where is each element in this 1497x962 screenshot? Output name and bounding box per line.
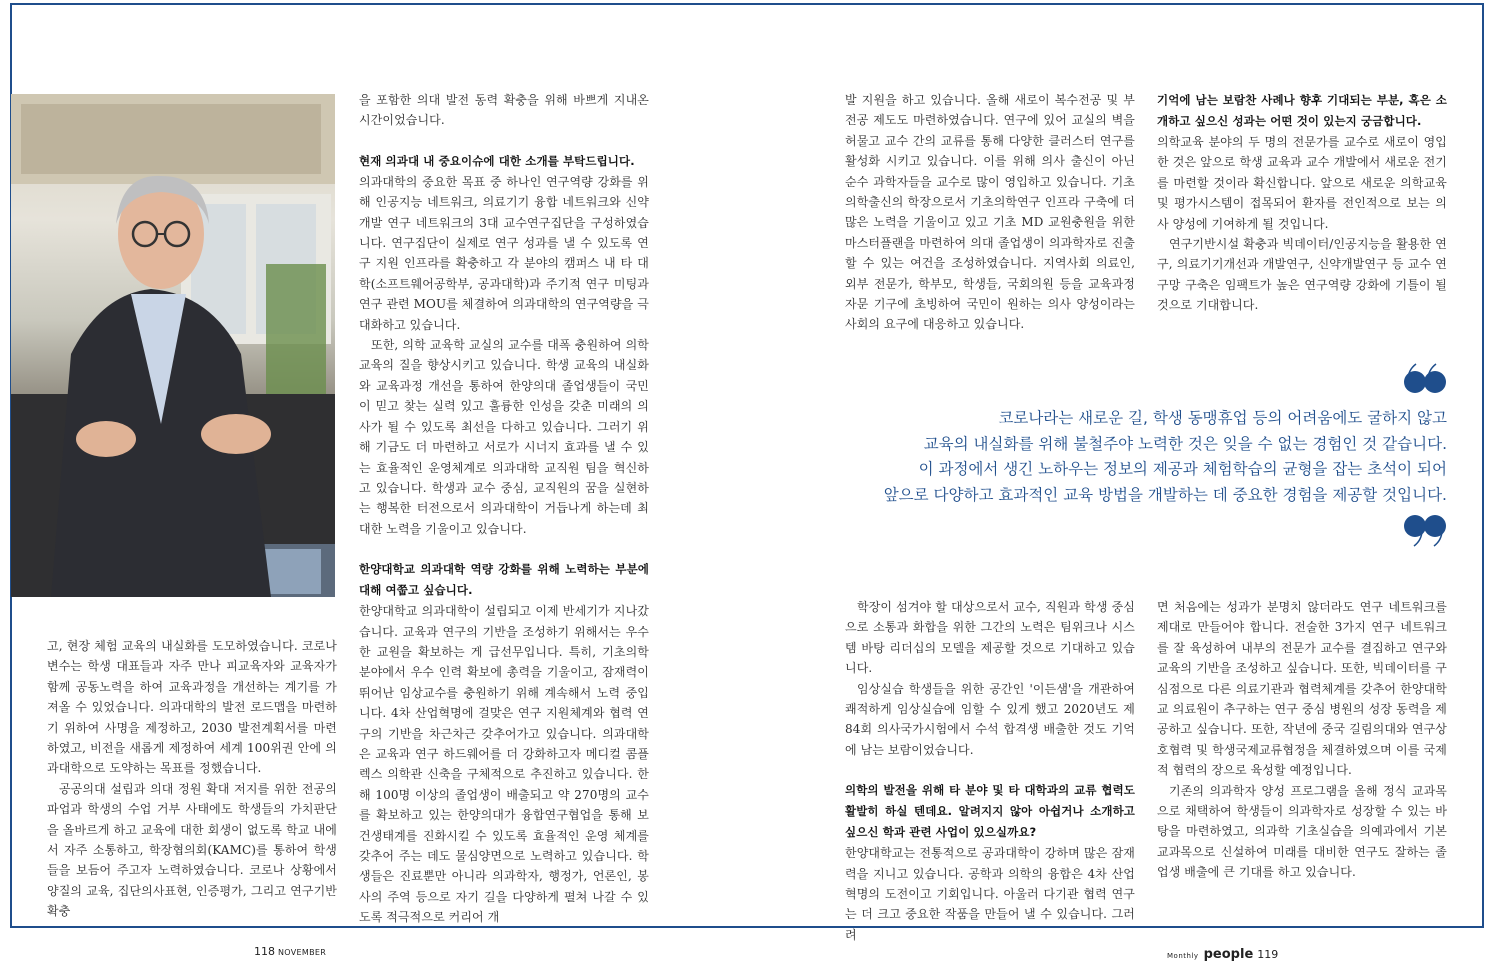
- pull-quote-line: 앞으로 다양하고 효과적인 교육 방법을 개발하는 데 중요한 경험을 제공할 것입니다.: [883, 485, 1447, 504]
- pull-quote-line: 이 과정에서 생긴 노하우는 정보의 제공과 체험학습의 균형을 잡는 초석이 되어: [918, 460, 1447, 478]
- page-number-right: 119: [1257, 948, 1279, 961]
- body-paragraph: 공공의대 설립과 의대 정원 확대 저지를 위한 전공의 파업과 학생의 수업 거부 사태에도 학생들의 가치판단을 올바르게 하고 교육에 대한 회생이 없도록 학교 내에서 자주 소통하고, 학장협의회(KAMC)를 통하여 학생들을 보듬어 주고자 노력하였습니다. 코로나 상황에서 양질의 교육, 집단의사표현, 인증평가, 그리고 연구기반확충: [47, 781, 337, 919]
- footer-left: [254, 945, 326, 958]
- footer-brand: people: [1203, 947, 1254, 962]
- paragraph-gap: [359, 539, 649, 559]
- body-paragraph: 한양대학교는 전통적으로 공과대학이 강하며 많은 잠재력을 지니고 있습니다. 공학과 의학의 융합은 4차 산업혁명의 도전이고 기회입니다. 아울러 다기관 협력 연구는 더 크고 중요한 작품을 만들어 낼 수 있습니다. 그러려: [845, 846, 1135, 942]
- column-3-bottom: [845, 597, 1135, 942]
- body-paragraph: 학장이 섬겨야 할 대상으로서 교수, 직원과 학생 중심으로 소통과 화합을 위한 그간의 노력은 팀위크나 시스템 바탕 리더십의 모델을 제공할 것으로 기대하고 있습니다.: [845, 600, 1135, 676]
- paragraph-gap: [845, 760, 1135, 780]
- interview-question: 의학의 발전을 위해 타 분야 및 타 대학과의 교류 협력도 활발히 하실 텐데요. 알려지지 않아 아쉽거나 소개하고 싶으신 학과 관련 사업이 있으실까요?: [845, 783, 1135, 840]
- interview-question: 한양대학교 의과대학 역량 강화를 위해 노력하는 부분에 대해 여쭙고 싶습니다.: [359, 562, 649, 598]
- footer-month: NOVEMBER: [278, 948, 327, 957]
- column-4-bottom: [1157, 597, 1447, 907]
- close-quote-icon: [1402, 514, 1448, 550]
- body-paragraph: 을 포함한 의대 발전 동력 확충을 위해 바쁘게 지내온 시간이었습니다.: [359, 93, 649, 128]
- body-paragraph: 고, 현장 체험 교육의 내실화를 도모하였습니다. 코로나 변수는 학생 대표들과 자주 만나 피교육자와 교육자가 함께 공동노력을 하여 교육과정을 개선하는 계기를 가져올 수 있었습니다. 의과대학의 발전 로드맵을 마련하기 위하여 사명을 제정하고, 2030 발전계획서를 마련하였고, 비전을 새롭게 제정하여 세계 100위권 안에 의과대학으로 도약하는 목표를 정했습니다.: [47, 639, 337, 776]
- body-paragraph: 의과대학의 중요한 목표 중 하나인 연구역량 강화를 위해 인공지능 네트워크, 의료기기 융합 네트워크와 신약 개발 연구 네트워크의 3대 교수연구집단을 구성하였습니다. 연구집단이 실제로 연구 성과를 낼 수 있도록 연구 지원 인프라를 확충하고 각 분야의 캠퍼스 내 타 대학(소프트웨어공학부, 공과대학)과 주기적 연구 미팅과 연구 관련 MOU를 체결하여 의과대학의 연구역량을 극대화하고 있습니다.: [359, 174, 649, 332]
- paragraph-gap: [359, 131, 649, 151]
- body-paragraph: 임상실습 학생들을 위한 공간인 '이든샘'을 개관하여 쾌적하게 임상실습에 임할 수 있게 했고 2020년도 제84회 의사국가시험에서 수석 합격생 배출한 것도 기억에 남는 보람이었습니다.: [845, 681, 1135, 757]
- pull-quote-line: 교육의 내실화를 위해 불철주야 노력한 것은 잊을 수 없는 경험인 것 같습니다.: [923, 434, 1447, 453]
- page-number-left: 118: [254, 945, 275, 958]
- dean-portrait-photo: [11, 94, 335, 597]
- body-paragraph: 또한, 의학 교육학 교실의 교수를 대폭 충원하여 의학 교육의 질을 향상시키고 있습니다. 학생 교육의 내실화와 교육과정 개선을 통하여 한양의대 졸업생들이 국민이 믿고 찾는 실력 있고 훌륭한 인성을 갖춘 미래의 의사가 될 수 있도록 최선을 다하고 있습니다. 그러기 위해 기금도 더 마련하고 서로가 시너지 효과를 낼 수 있는 효율적인 운영체계로 의과대학 교직원 팀을 혁신하고 있습니다. 학생과 교수 중심, 교직원의 꿈을 실현하는 행복한 터전으로서 의과대학이 거듭나게 하는데 최대한 노력을 기울이고 있습니다.: [359, 338, 649, 536]
- footer-right: [1167, 943, 1278, 962]
- body-paragraph: 연구기반시설 확충과 빅데이터/인공지능을 활용한 연구, 의료기기개선과 개발연구, 신약개발연구 등 교수 연구망 구축은 임팩트가 높은 연구역량 강화에 기틀이 될 것으로 기대합니다.: [1157, 237, 1447, 313]
- column-2: [359, 90, 649, 925]
- pull-quote-line: 코로나라는 새로운 길, 학생 동맹휴업 등의 어려움에도 굴하지 않고: [998, 409, 1447, 427]
- body-paragraph: 기존의 의과학자 양성 프로그램을 올해 정식 교과목으로 채택하여 학생들이 의과학자로 성장할 수 있는 바탕을 마련하였고, 의과학 기초실습을 의예과에서 기본 교과목으로 신설하여 미래를 대비한 연구도 잘하는 졸업생 배출에 큰 기대를 하고 있습니다.: [1157, 783, 1447, 880]
- open-quote-icon: [1402, 360, 1448, 394]
- body-paragraph: 발 지원을 하고 있습니다. 올해 새로이 복수전공 및 부전공 제도도 마련하였습니다. 연구에 있어 교실의 벽을 허물고 교수 간의 교류를 통해 다양한 클러스터 연구를 활성화 시키고 있습니다. 이를 위해 의사 출신이 아닌 순수 과학자들을 교수로 많이 영입하고 있습니다. 기초의학출신의 학장으로서 기초의학연구 인프라 구축에 더 많은 노력을 기울이고 있고 기초 MD 교원충원을 위한 마스터플랜을 마련하여 의대 졸업생이 의과학자로 진출할 수 있는 여건을 조성하였습니다. 지역사회 의료인, 외부 전문가, 학부모, 학생들, 국회의원 등을 교육과정 자문 기구에 초빙하여 국민이 원하는 의사 양성이라는 사회의 요구에 대응하고 있습니다.: [845, 93, 1135, 332]
- portrait-illustration: [11, 94, 335, 597]
- body-paragraph: 의학교육 분야의 두 명의 전문가를 교수로 새로이 영입한 것은 앞으로 학생 교육과 교수 개발에서 새로운 전기를 마련할 것이라 확신합니다. 앞으로 새로운 의학교육 및 평가시스템이 접목되어 환자를 전인적으로 보는 의사 양성에 기여하게 될 것입니다.: [1157, 135, 1447, 231]
- interview-question: 기억에 남는 보람찬 사례나 향후 기대되는 부분, 혹은 소개하고 싶으신 성과는 어떤 것이 있는지 궁금합니다.: [1157, 93, 1447, 128]
- column-3-top: [845, 90, 1135, 340]
- column-4-top: [1157, 90, 1447, 320]
- pull-quote: [847, 406, 1447, 508]
- column-left-bottom: [47, 636, 337, 919]
- body-paragraph: 한양대학교 의과대학이 설립되고 이제 반세기가 지나갔습니다. 교육과 연구의 기반을 조성하기 위해서는 우수한 교원을 확보하는 게 급선무입니다. 특히, 기초의학 분야에서 우수 인력 확보에 총력을 기울이고, 잠재력이 뛰어난 임상교수를 충원하기 위해 계속해서 노력 중입니다. 4차 산업혁명에 걸맞은 연구 지원체계와 협력 연구의 기반을 차근차근 갖추어가고 있습니다. 의과대학은 교육과 연구 하드웨어를 더 강화하고자 메디컬 콤플렉스 의학관 신축을 구체적으로 추진하고 있습니다. 한 해 100명 이상의 졸업생이 배출되고 약 270명의 교수를 확보하고 있는 한양의대가 융합연구협업을 통해 보건생태계를 진화시킬 수 있도록 효율적인 운영 체계를 갖추어 주는 데도 물심양면으로 노력하고 있습니다. 학생들은 진료뿐만 아니라 의과학자, 행정가, 언론인, 봉사의 주역 등으로 자기 길을 다양하게 펼쳐 나갈 수 있도록 적극적으로 커리어 개: [359, 604, 649, 925]
- interview-question: 현재 의과대 내 중요이슈에 대한 소개를 부탁드립니다.: [359, 153, 635, 168]
- body-paragraph: 면 처음에는 성과가 분명치 않더라도 연구 네트워크를 제대로 만들어야 합니다. 전술한 3가지 연구 네트워크를 잘 육성하여 내부의 전문가 교수를 결집하고 연구와 교육의 기반을 조성하고 싶습니다. 또한, 빅데이터를 구심점으로 다른 의료기관과 협력체계를 갖추어 한양대학교 의료원이 추구하는 연구 중심 병원의 성장 동력을 제공하고 싶습니다. 또한, 작년에 중국 길림의대와 연구상호협력 및 학생국제교류협정을 체결하였으며 이를 국제적 협력의 장으로 육성할 예정입니다.: [1157, 600, 1447, 778]
- footer-monthly: Monthly: [1167, 952, 1199, 960]
